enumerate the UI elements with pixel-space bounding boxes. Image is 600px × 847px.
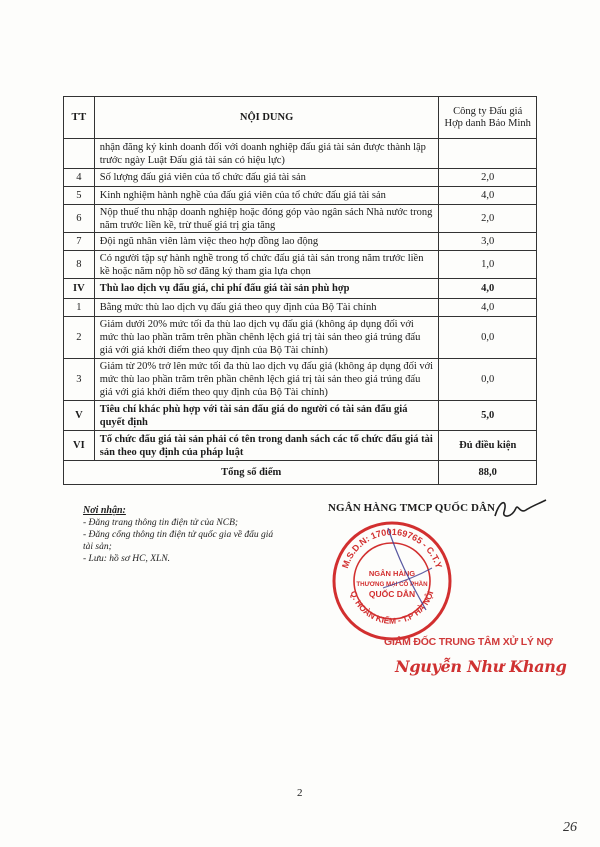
bank-name: NGÂN HÀNG TMCP QUỐC DÂN bbox=[328, 502, 496, 514]
table-row bbox=[64, 169, 537, 187]
table-row bbox=[64, 299, 537, 317]
table-row bbox=[64, 431, 537, 461]
row-score: 4,0 bbox=[439, 279, 537, 299]
row-score: 0,0 bbox=[439, 359, 537, 401]
row-content: Thù lao dịch vụ đấu giá, chi phí đấu giá tài sản phù hợp bbox=[94, 279, 439, 299]
table-header-row bbox=[64, 97, 537, 139]
row-content: Giảm dưới 20% mức tối đa thù lao dịch vụ đấu giá (không áp dụng đối với mức thù lao phần trăm trên phần chênh lệch giá trị tài sản theo giá trúng đấu giá với giá khởi điểm theo quy định của Bộ Tài chính) bbox=[94, 317, 439, 359]
seal-bottom-text: Q. HOÀN KIẾM - T.P HÀ NỘI bbox=[348, 589, 436, 626]
row-tt: IV bbox=[64, 279, 95, 299]
row-content: Số lượng đấu giá viên của tổ chức đấu giá tài sản bbox=[94, 169, 439, 187]
row-content: Kinh nghiệm hành nghề của đấu giá viên của tổ chức đấu giá tài sản bbox=[94, 187, 439, 205]
table-row bbox=[64, 359, 537, 401]
row-tt: 4 bbox=[64, 169, 95, 187]
row-tt bbox=[64, 139, 95, 169]
director-title: GIÁM ĐỐC TRUNG TÂM XỬ LÝ NỢ bbox=[384, 636, 553, 648]
table-row bbox=[64, 139, 537, 169]
row-content: Có người tập sự hành nghề trong tổ chức đấu giá tài sản trong năm trước liền kề hoặc năm nộp hồ sơ đăng ký tham gia lựa chọn bbox=[94, 251, 439, 279]
initial-signature-icon bbox=[490, 494, 550, 524]
row-tt: 5 bbox=[64, 187, 95, 205]
table-row bbox=[64, 401, 537, 431]
row-score: 0,0 bbox=[439, 317, 537, 359]
row-content: Nộp thuế thu nhập doanh nghiệp hoặc đóng góp vào ngân sách Nhà nước trong năm trước liền kề, trừ thuế giá trị gia tăng bbox=[94, 205, 439, 233]
row-content: Giảm từ 20% trở lên mức tối đa thù lao dịch vụ đấu giá (không áp dụng đối với mức thù lao phần trăm trên phần chênh lệch giá trị tài sản theo giá trúng đấu giá với giá khởi điểm theo quy định của Bộ Tài chính) bbox=[94, 359, 439, 401]
svg-text:M.S.D.N: 1700169765 - C.T.Y bbox=[340, 527, 444, 570]
total-score: 88,0 bbox=[439, 461, 537, 485]
row-tt: 6 bbox=[64, 205, 95, 233]
row-score: 1,0 bbox=[439, 251, 537, 279]
row-score: 2,0 bbox=[439, 205, 537, 233]
recipient-item: - Lưu: hồ sơ HC, XLN. bbox=[83, 554, 171, 564]
director-name: Nguyễn Như Khang bbox=[395, 657, 567, 676]
recipient-item: - Đăng trang thông tin điện tử của NCB; bbox=[83, 518, 239, 528]
row-content: nhận đăng ký kinh doanh đối với doanh nghiệp đấu giá tài sản được thành lập trước ngày Luật Đấu giá tài sản có hiệu lực) bbox=[94, 139, 439, 169]
row-tt: 7 bbox=[64, 233, 95, 251]
row-score: 4,0 bbox=[439, 187, 537, 205]
row-tt: V bbox=[64, 401, 95, 431]
scoring-table bbox=[63, 96, 537, 485]
handwritten-note: 26 bbox=[563, 820, 577, 835]
row-content: Đội ngũ nhân viên làm việc theo hợp đồng lao động bbox=[94, 233, 439, 251]
table-row bbox=[64, 205, 537, 233]
page-number: 2 bbox=[297, 787, 303, 799]
seal-inner-line-3: QUỐC DÂN bbox=[368, 589, 416, 599]
table-row bbox=[64, 233, 537, 251]
row-score: 5,0 bbox=[439, 401, 537, 431]
row-content: Bằng mức thù lao dịch vụ đấu giá theo quy định của Bộ Tài chính bbox=[94, 299, 439, 317]
recipient-item: - Đăng cổng thông tin điện tử quốc gia về đấu giá tài sản; bbox=[83, 530, 274, 552]
header-company: Công ty Đấu giá Hợp danh Bảo Minh bbox=[439, 97, 537, 139]
row-score bbox=[439, 139, 537, 169]
header-tt: TT bbox=[64, 97, 95, 139]
row-content: Tiêu chí khác phù hợp với tài sản đấu giá do người có tài sản đấu giá quyết định bbox=[94, 401, 439, 431]
row-score: 2,0 bbox=[439, 169, 537, 187]
row-score: 3,0 bbox=[439, 233, 537, 251]
seal-outer-text: M.S.D.N: 1700169765 - C.T.Y bbox=[339, 526, 445, 570]
row-tt: 8 bbox=[64, 251, 95, 279]
recipients-title: Nơi nhận: bbox=[83, 505, 126, 516]
company-seal-icon bbox=[328, 518, 456, 644]
total-label: Tổng số điểm bbox=[64, 461, 439, 485]
table-row bbox=[64, 187, 537, 205]
row-tt: 3 bbox=[64, 359, 95, 401]
header-content: NỘI DUNG bbox=[94, 97, 439, 139]
table-row bbox=[64, 317, 537, 359]
row-tt: 1 bbox=[64, 299, 95, 317]
table-body bbox=[64, 139, 537, 485]
table-row bbox=[64, 279, 537, 299]
row-tt: VI bbox=[64, 431, 95, 461]
recipients-block bbox=[83, 505, 283, 565]
row-score: 4,0 bbox=[439, 299, 537, 317]
seal-inner-line-1: NGÂN HÀNG bbox=[368, 569, 416, 578]
seal-inner-line-2: THƯƠNG MẠI CỔ PHẦN bbox=[356, 581, 428, 588]
row-score: Đủ điều kiện bbox=[439, 431, 537, 461]
row-content: Tổ chức đấu giá tài sản phải có tên trong danh sách các tổ chức đấu giá tài sản theo quy định của pháp luật bbox=[94, 431, 439, 461]
table-row bbox=[64, 251, 537, 279]
row-tt: 2 bbox=[64, 317, 95, 359]
total-row bbox=[64, 461, 537, 485]
